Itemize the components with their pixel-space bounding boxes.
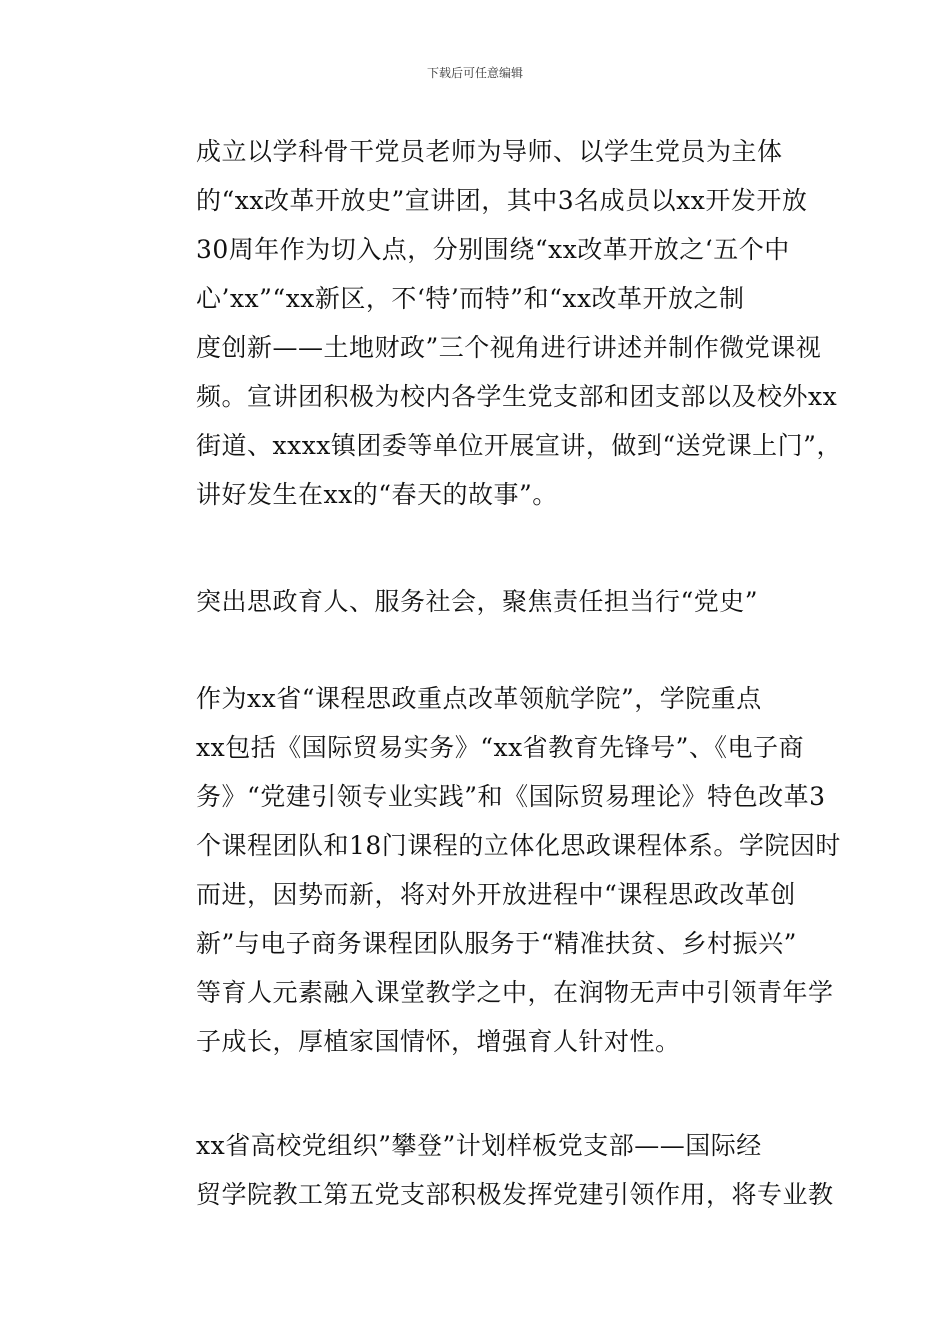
text-line: 作为xx省“课程思政重点改革领航学院”，学院重点 [196,684,762,713]
text-line: 等育人元素融入课堂教学之中，在润物无声中引领青年学 [196,978,834,1007]
text-line: 个课程团队和18门课程的立体化思政课程体系。学院因时 [196,831,841,860]
text-line: 频。宣讲团积极为校内各学生党支部和团支部以及校外xx [196,382,838,411]
text-line: 成立以学科骨干党员老师为导师、以学生党员为主体 [196,137,783,166]
text-line: 贸学院教工第五党支部积极发挥党建引领作用，将专业教 [196,1180,834,1209]
paragraph-party-branch [146,1121,834,1219]
text-line: xx包括《国际贸易实务》“xx省教育先锋号”、《电子商 [196,733,804,762]
text-line: xx省高校党组织”攀登”计划样板党支部——国际经 [196,1131,762,1160]
paragraph-lecture-team [146,127,842,519]
page-header: 下载后可任意编辑 [426,66,523,80]
section-heading [146,577,810,626]
text-line: 心’xx”“xx新区，不‘特’而特”和“xx改革开放之制 [196,284,745,313]
text-line: 街道、xxxx镇团委等单位开展宣讲，做到“送党课上门”， [196,431,842,460]
text-line: 讲好发生在xx的“春天的故事”。 [196,480,558,509]
text-line: 突出思政育人、服务社会，聚焦责任担当行“党史” [196,587,759,616]
text-line: 新”与电子商务课程团队服务于“精准扶贫、乡村振兴” [196,929,797,958]
text-line: 的“xx改革开放史”宣讲团，其中3名成员以xx开发开放 [196,186,808,215]
text-line: 而进，因势而新，将对外开放进程中“课程思政改革创 [196,880,796,909]
text-line: 度创新——土地财政”三个视角进行讲述并制作微党课视 [196,333,822,362]
text-line: 务》“党建引领专业实践”和《国际贸易理论》特色改革3 [196,782,826,811]
text-line: 子成长，厚植家国情怀，增强育人针对性。 [196,1027,681,1056]
paragraph-curriculum [146,674,841,1066]
text-line: 30周年作为切入点，分别围绕“xx改革开放之‘五个中 [196,235,790,264]
